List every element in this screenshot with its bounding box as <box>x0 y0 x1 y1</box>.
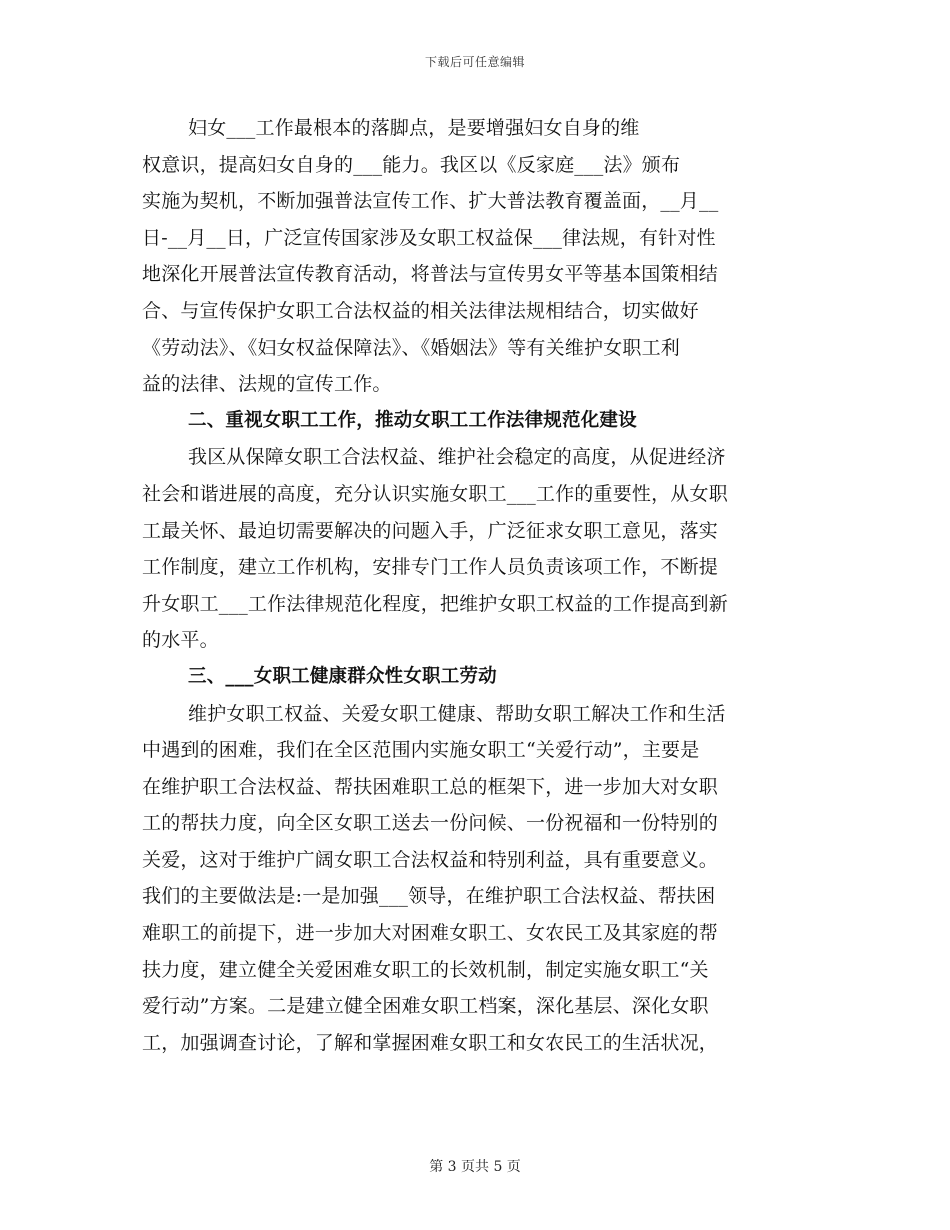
body-line: 爱行动”方案。二是建立健全困难女职工档案，深化基层、深化女职 <box>142 995 709 1018</box>
body-line: 在维护职工合法权益、帮扶困难职工总的框架下，进一步加大对女职 <box>142 775 719 798</box>
body-line: 工的帮扶力度，向全区女职工送去一份问候、一份祝福和一份特别的 <box>142 812 719 835</box>
body-line: 权意识，提高妇女自身的___能力。我区以《反家庭___法》颁布 <box>142 153 681 176</box>
body-line: 中遇到的困难，我们在全区范围内实施女职工“关爱行动”，主要是 <box>142 739 700 762</box>
section-heading: 二、重视女职工工作，推动女职工工作法律规范化建设 <box>188 409 637 431</box>
body-line: 实施为契机，不断加强普法宣传工作、扩大普法教育覆盖面，__月__ <box>142 190 719 213</box>
body-line: 工，加强调查讨论，了解和掌握困难女职工和女农民工的生活状况， <box>142 1031 719 1054</box>
body-line: 妇女___工作最根本的落脚点，是要增强妇女自身的维 <box>188 117 640 139</box>
page-number: 第 3 页共 5 页 <box>429 1159 521 1175</box>
body-line: 合、与宣传保护女职工合法权益的相关法律法规相结合，切实做好 <box>142 299 699 322</box>
document-body <box>142 110 806 1061</box>
body-line: 日-__月__日，广泛宣传国家涉及女职工权益保___律法规，有针对性 <box>142 226 716 249</box>
body-line: 扶力度，建立健全关爱困难女职工的长效机制，制定实施女职工“关 <box>142 958 709 981</box>
body-line: 我们的主要做法是:一是加强___领导，在维护职工合法权益、帮扶困 <box>142 885 716 908</box>
body-line: 的水平。 <box>142 629 219 652</box>
body-line: 关爱，这对于维护广阔女职工合法权益和特别利益，具有重要意义。 <box>142 848 719 871</box>
body-line: 我区从保障女职工合法权益、维护社会稳定的高度，从促进经济 <box>188 446 726 469</box>
body-line: 《劳动法》、《妇女权益保障法》、《婚姻法》等有关维护女职工利 <box>142 336 681 359</box>
body-line: 工作制度，建立工作机构，安排专门工作人员负责该项工作，不断提 <box>142 556 719 579</box>
body-line: 地深化开展普法宣传教育活动，将普法与宣传男女平等基本国策相结 <box>142 263 719 286</box>
header-note: 下载后可任意编辑 <box>424 55 525 69</box>
body-line: 维护女职工权益、关爱女职工健康、帮助女职工解决工作和生活 <box>188 702 726 725</box>
body-line: 工最关怀、最迫切需要解决的问题入手，广泛征求女职工意见，落实 <box>142 519 719 542</box>
section-heading: 三、___女职工健康群众性女职工劳动 <box>188 665 497 687</box>
body-line: 升女职工___工作法律规范化程度，把维护女职工权益的工作提高到新 <box>142 592 728 615</box>
body-line: 益的法律、法规的宣传工作。 <box>142 373 392 396</box>
body-line: 难职工的前提下，进一步加大对困难女职工、女农民工及其家庭的帮 <box>142 922 719 945</box>
body-line: 社会和谐进展的高度，充分认识实施女职工___工作的重要性，从女职 <box>142 482 728 505</box>
